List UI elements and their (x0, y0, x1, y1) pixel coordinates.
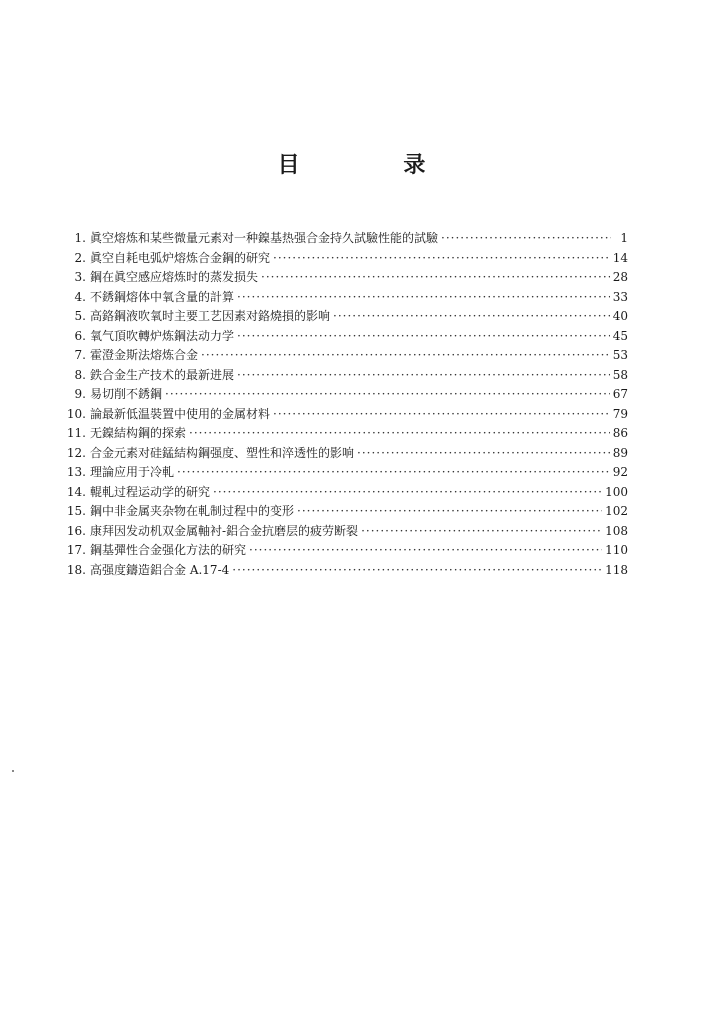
toc-entry-number: 7. (74, 348, 86, 362)
toc-dot-leader (297, 502, 602, 522)
toc-entry-number: 6. (74, 328, 86, 343)
toc-dot-leader (237, 327, 610, 347)
toc-entry-page: 89 (612, 445, 628, 460)
toc-entry-page: 86 (612, 426, 628, 440)
toc-dot-leader (213, 483, 602, 503)
toc-entry-number: 2. (74, 250, 86, 265)
toc-entry-page: 110 (605, 543, 628, 557)
toc-entry-title: 鋼基彈性合金强化方法的研究 (90, 543, 247, 557)
toc-dot-leader (177, 463, 610, 483)
toc-entry (58, 268, 628, 288)
toc-dot-leader (273, 405, 610, 425)
toc-entry-title: 鋼在眞空感应熔炼时的蒸发损失 (90, 270, 259, 284)
toc-dot-leader (333, 307, 610, 327)
toc-entry (58, 327, 628, 347)
toc-entry-page: 118 (605, 562, 628, 577)
toc-list (58, 229, 628, 580)
toc-entry-title: 高强度鑄造鋁合金 A.17-4 (90, 562, 230, 577)
toc-entry-title: 論最新低温裝置中使用的金属材料 (90, 406, 271, 421)
toc-entry-title: 輥軋过程运动学的研究 (90, 484, 211, 499)
toc-entry-page: 67 (612, 387, 628, 401)
toc-entry-number: 17. (66, 543, 86, 557)
toc-entry-page: 102 (605, 504, 628, 518)
toc-entry-title: 霍澄金斯法熔炼合金 (90, 348, 199, 362)
toc-entry (58, 444, 628, 464)
toc-entry-number: 5. (74, 309, 86, 323)
toc-entry (58, 249, 628, 269)
toc-entry-title: 易切削不銹鋼 (90, 387, 163, 401)
toc-entry (58, 424, 628, 444)
toc-entry-number: 13. (66, 465, 86, 479)
toc-entry (58, 366, 628, 386)
toc-dot-leader (165, 385, 610, 405)
toc-entry-page: 45 (612, 328, 628, 343)
toc-entry (58, 229, 628, 249)
toc-dot-leader (189, 424, 610, 444)
toc-entry-number: 3. (74, 270, 86, 284)
toc-entry-number: 1. (74, 231, 86, 245)
toc-entry (58, 483, 628, 503)
toc-entry-page: 53 (612, 348, 628, 362)
toc-entry-title: 无鎳結构鋼的探索 (90, 426, 187, 440)
toc-entry (58, 541, 628, 561)
toc-entry-page: 14 (612, 250, 628, 265)
toc-entry-number: 12. (66, 445, 86, 460)
toc-entry-page: 28 (612, 270, 628, 284)
toc-entry-title: 氧气頂吹轉炉炼鋼法动力学 (90, 328, 235, 343)
toc-entry-number: 4. (74, 289, 86, 304)
toc-entry-page: 92 (612, 465, 628, 479)
toc-entry-number: 15. (66, 504, 86, 518)
toc-dot-leader (249, 541, 602, 561)
toc-entry-page: 33 (612, 289, 628, 304)
toc-entry-title: 眞空熔炼和某些微量元素对一种鎳基热强合金持久試驗性能的試驗 (90, 231, 439, 245)
toc-entry-title: 鋼中非金属夹杂物在軋制过程中的变形 (90, 504, 295, 518)
toc-entry-title: 高鉻鋼液吹氧时主要工艺因素对鉻燒損的影响 (90, 309, 331, 323)
toc-entry (58, 385, 628, 405)
toc-entry (58, 561, 628, 581)
toc-entry-title: 鉄合金生产技术的最新进展 (90, 367, 235, 382)
toc-entry-title: 合金元素对硅錳結构鋼强度、塑性和淬透性的影响 (90, 445, 355, 460)
toc-dot-leader (361, 522, 602, 542)
toc-entry-title: 眞空自耗电弧炉熔炼合金鋼的研究 (90, 250, 271, 265)
toc-dot-leader (237, 366, 610, 386)
toc-dot-leader (201, 346, 610, 366)
toc-entry (58, 346, 628, 366)
toc-entry (58, 522, 628, 542)
toc-entry-page: 108 (605, 523, 628, 538)
toc-entry (58, 502, 628, 522)
toc-dot-leader (273, 249, 610, 269)
toc-entry-title: 不銹鋼熔体中氧含量的計算 (90, 289, 235, 304)
toc-entry-page: 40 (612, 309, 628, 323)
toc-entry-number: 11. (66, 426, 86, 440)
toc-entry-number: 14. (66, 484, 86, 499)
toc-entry (58, 288, 628, 308)
toc-entry-number: 10. (66, 406, 86, 421)
toc-entry (58, 463, 628, 483)
toc-dot-leader (237, 288, 610, 308)
toc-entry-page: 1 (620, 231, 628, 245)
toc-entry (58, 405, 628, 425)
toc-entry-number: 16. (66, 523, 86, 538)
toc-entry-title: 理論应用于冷軋 (90, 465, 175, 479)
toc-entry-number: 18. (66, 562, 86, 577)
toc-entry (58, 307, 628, 327)
toc-entry-title: 康拜因发动机双金属軸衬-鋁合金抗磨层的疲劳断裂 (90, 523, 359, 538)
toc-dot-leader (261, 268, 610, 288)
toc-entry-number: 8. (74, 367, 86, 382)
scan-speck (12, 770, 14, 772)
toc-dot-leader (232, 561, 602, 581)
toc-entry-page: 100 (605, 484, 628, 499)
toc-entry-page: 58 (612, 367, 628, 382)
toc-dot-leader (441, 229, 611, 249)
toc-entry-page: 79 (612, 406, 628, 421)
toc-dot-leader (357, 444, 610, 464)
page-title: 目 录 (277, 152, 474, 178)
toc-entry-number: 9. (74, 387, 86, 401)
